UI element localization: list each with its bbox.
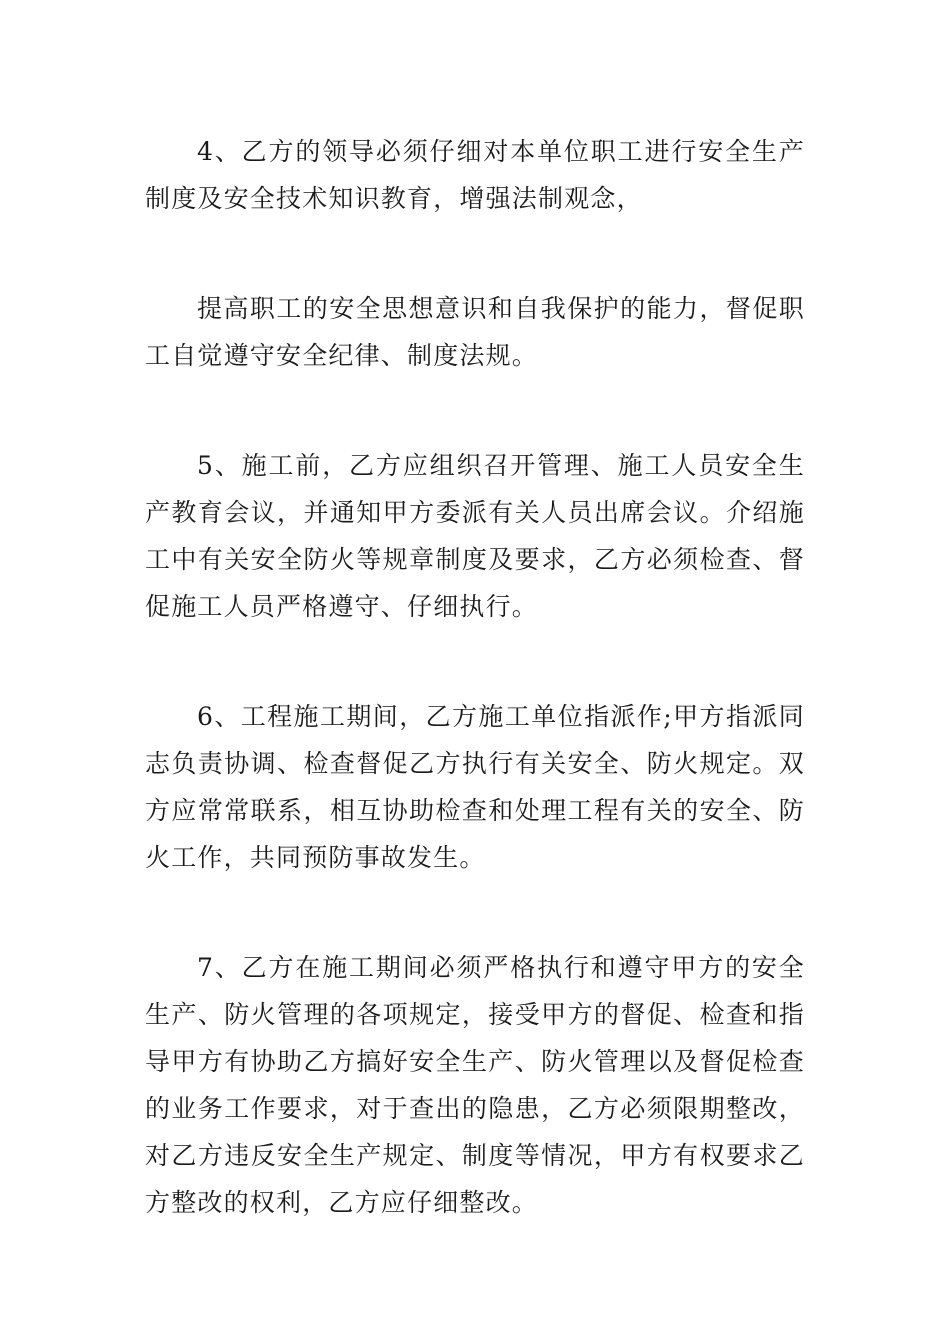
paragraph-clause-4: 4、乙方的领导必须仔细对本单位职工进行安全生产制度及安全技术知识教育，增强法制观念， bbox=[145, 137, 805, 213]
paragraph-clause-4-continued: 提高职工的安全思想意识和自我保护的能力，督促职工自觉遵守安全纪律、制度法规。 bbox=[145, 294, 805, 370]
document-body bbox=[145, 128, 805, 1289]
paragraph-clause-6: 6、工程施工期间，乙方施工单位指派作;甲方指派同志负责协调、检查督促乙方执行有关安全、防火规定。双方应常常联系，相互协助检查和处理工程有关的安全、防火工作，共同预防事故发生。 bbox=[145, 702, 805, 872]
paragraph-clause-7: 7、乙方在施工期间必须严格执行和遵守甲方的安全生产、防火管理的各项规定，接受甲方的督促、检查和指导甲方有协助乙方搞好安全生产、防火管理以及督促检查的业务工作要求，对于查出的隐患，乙方必须限期整改，对乙方违反安全生产规定、制度等情况，甲方有权要求乙方整改的权利，乙方应仔细整改。 bbox=[145, 953, 805, 1217]
paragraph-clause-5: 5、施工前，乙方应组织召开管理、施工人员安全生产教育会议，并通知甲方委派有关人员出席会议。介绍施工中有关安全防火等规章制度及要求，乙方必须检查、督促施工人员严格遵守、仔细执行。 bbox=[145, 451, 805, 621]
